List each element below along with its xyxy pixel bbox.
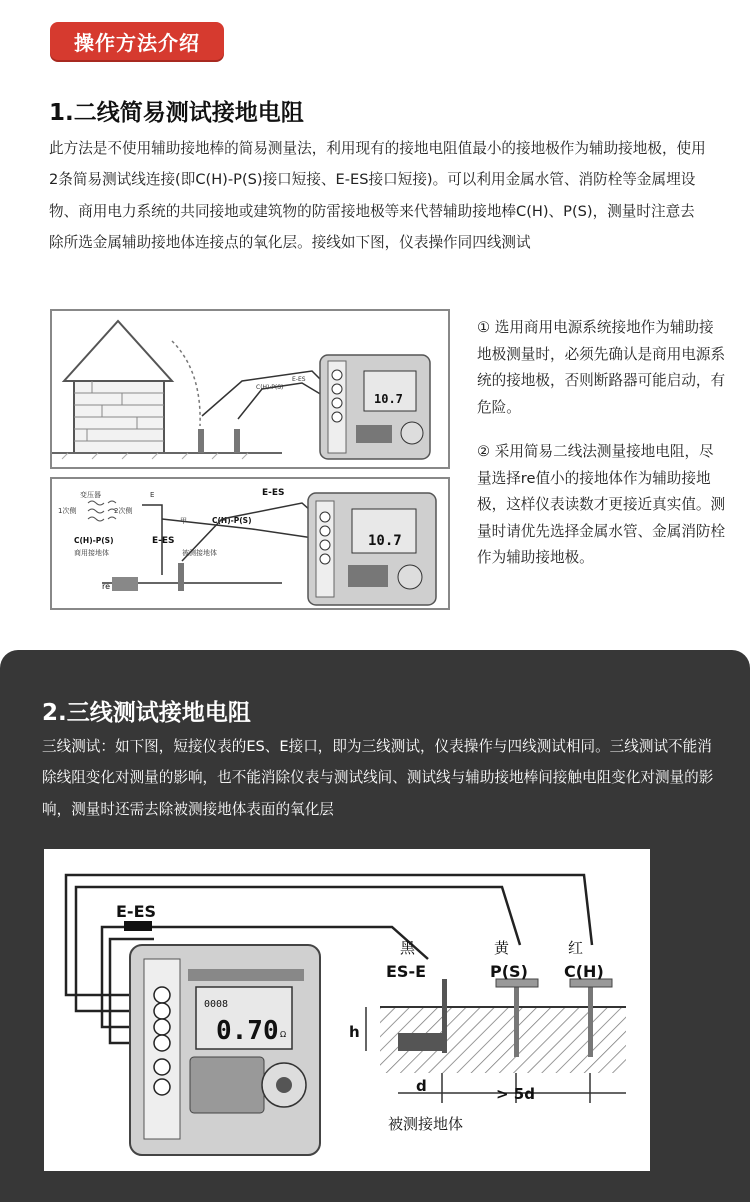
section2-title: 2.三线测试接地电阻 [42, 700, 251, 726]
fig2-ch-ps-left: C(H)-P(S) [74, 536, 114, 545]
fig2-measured: 被测接地体 [182, 549, 217, 557]
fig2-secondary: 2次侧 [114, 507, 133, 515]
figure-two-wire-building [50, 309, 450, 469]
fig2-ees-top: E-ES [262, 488, 285, 498]
fig2-display: 10.7 [368, 533, 402, 549]
fig3-ees: E-ES [116, 902, 157, 921]
fig1-ees-label: E-ES [292, 376, 306, 383]
note-2: ② 采用简易二线法测量接地电阻，尽量选择re值小的接地体作为辅助接地极，这样仪表读数才更接近真实值。测量时请优先选择金属水管、金属消防栓作为辅助接地极。 [477, 443, 726, 566]
figure-three-wire [44, 849, 650, 1171]
figure-two-wire-transformer [50, 477, 450, 610]
fig3-h: h [349, 1023, 360, 1041]
section1-title: 1.二线简易测试接地电阻 [49, 100, 304, 126]
fig3-red: 红 [568, 939, 584, 957]
fig3-black: 黑 [400, 939, 416, 957]
section-badge [50, 22, 224, 60]
fig2-transformer: 变压器 [80, 491, 101, 499]
fig3-gt5d: > 5d [496, 1085, 535, 1103]
fig3-ps: P(S) [490, 962, 528, 981]
fig2-ground: E [150, 491, 155, 499]
fig2-primary: 1次侧 [58, 507, 77, 515]
fig3-display-small: 0008 [204, 999, 229, 1010]
fig3-display-big: 0.70 [216, 1016, 279, 1046]
fig1-ch-ps-label: C(H)·P(S) [256, 384, 284, 391]
fig2-commercial: 商用接地体 [74, 549, 109, 557]
fig3-yellow: 黄 [494, 939, 510, 957]
fig2-a-mark: 甲 [180, 517, 187, 525]
fig2-e-es-left: E-ES [152, 536, 175, 546]
fig1-display: 10.7 [374, 392, 403, 406]
badge-text: 操作方法介绍 [74, 30, 200, 55]
fig3-es-e: ES-E [386, 962, 427, 981]
fig3-d: d [416, 1077, 427, 1095]
fig3-measured: 被测接地体 [388, 1115, 464, 1133]
section1-body: 此方法是不使用辅助接地棒的简易测量法，利用现有的接地电阻值最小的接地极作为辅助接地极，使用2条简易测试线连接(即C(H)-P(S)接口短接、E-ES接口短接)。可以利用金属水管、消防栓等金属埋设物、商用电力系统的共同接地或建筑物的防雷接地极等来代替辅助接地棒C(H)、P(S)，测量时注意去除所选金属辅助接地体连接点的氧化层。接线如下图，仪表操作同四线测试 [49, 140, 706, 252]
fig2-ch-ps: C(H)-P(S) [212, 516, 252, 525]
section2-body: 三线测试：如下图，短接仪表的ES、E接口，即为三线测试，仪表操作与四线测试相同。三线测试不能消除线阻变化对测量的影响，也不能消除仪表与测试线间、测试线与辅助接地棒间接触电阻变化对测量的影响，测量时还需去除被测接地体表面的氧化层 [42, 738, 714, 818]
fig3-ch: C(H) [564, 962, 604, 981]
fig2-re: re [102, 582, 111, 591]
fig3-unit: Ω [280, 1030, 287, 1039]
note-1: ① 选用商用电源系统接地作为辅助接地极测量时，必须先确认是商用电源系统的接地极，否则断路器可能启动，有危险。 [477, 319, 726, 416]
